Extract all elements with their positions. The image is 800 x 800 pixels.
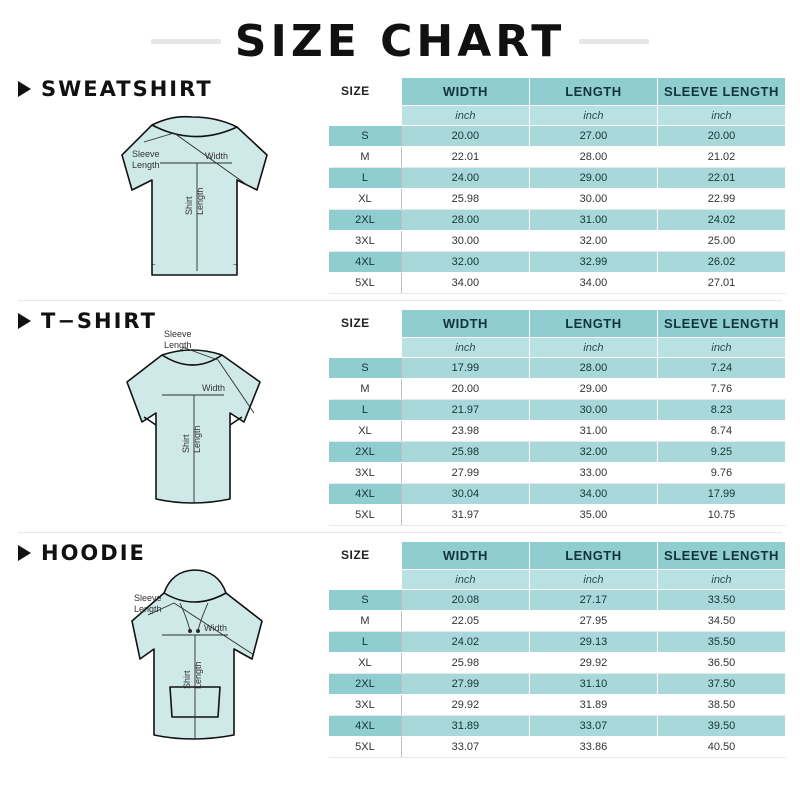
unit-width: inch <box>401 338 529 358</box>
cell-size: 2XL <box>329 210 401 231</box>
cell-sleeve: 8.74 <box>657 421 785 442</box>
col-header-width: WIDTH <box>401 542 529 570</box>
cell-sleeve: 35.50 <box>657 632 785 653</box>
cell-size: 4XL <box>329 252 401 273</box>
table-row <box>329 611 786 632</box>
unit-blank <box>329 570 401 590</box>
unit-length: inch <box>529 106 657 126</box>
cell-length: 32.99 <box>529 252 657 273</box>
sweatshirt-table-wrap <box>329 77 786 294</box>
sweatshirt-illustration-col <box>14 77 329 290</box>
table-row <box>329 168 786 189</box>
cell-length: 29.13 <box>529 632 657 653</box>
cell-width: 31.97 <box>401 505 529 526</box>
header-rule-left <box>151 39 221 44</box>
cell-length: 27.95 <box>529 611 657 632</box>
unit-sleeve: inch <box>657 338 785 358</box>
cell-size: L <box>329 400 401 421</box>
tshirt-size-table <box>329 309 786 526</box>
section-title-sweatshirt: SWEATSHIRT <box>41 77 213 101</box>
label-length-word: Length <box>164 340 192 350</box>
cell-width: 25.98 <box>401 653 529 674</box>
cell-size: XL <box>329 421 401 442</box>
cell-sleeve: 17.99 <box>657 484 785 505</box>
cell-size: 2XL <box>329 442 401 463</box>
cell-sleeve: 39.50 <box>657 716 785 737</box>
table-row <box>329 147 786 168</box>
cell-width: 20.00 <box>401 126 529 147</box>
label-shirt-word: Shirt <box>182 670 192 689</box>
cell-width: 27.99 <box>401 463 529 484</box>
cell-width: 27.99 <box>401 674 529 695</box>
label-width: Width <box>205 151 229 161</box>
cell-length: 33.07 <box>529 716 657 737</box>
table-row <box>329 716 786 737</box>
cell-length: 31.00 <box>529 210 657 231</box>
cell-length: 32.00 <box>529 442 657 463</box>
cell-sleeve: 10.75 <box>657 505 785 526</box>
table-row <box>329 674 786 695</box>
section-hoodie <box>0 541 800 759</box>
cell-size: S <box>329 590 401 611</box>
cell-size: M <box>329 147 401 168</box>
label-shirt-length-word: Length <box>195 187 205 215</box>
unit-blank <box>329 106 401 126</box>
cell-length: 33.00 <box>529 463 657 484</box>
cell-width: 28.00 <box>401 210 529 231</box>
table-unit-row <box>329 338 786 358</box>
label-sleeve-word: Sleeve <box>164 329 192 339</box>
cell-width: 33.07 <box>401 737 529 758</box>
cell-length: 30.00 <box>529 189 657 210</box>
cell-sleeve: 24.02 <box>657 210 785 231</box>
cell-length: 32.00 <box>529 231 657 252</box>
col-header-length: LENGTH <box>529 78 657 106</box>
table-row <box>329 379 786 400</box>
table-row <box>329 505 786 526</box>
table-row <box>329 463 786 484</box>
cell-sleeve: 7.24 <box>657 358 785 379</box>
unit-blank <box>329 338 401 358</box>
table-row <box>329 210 786 231</box>
cell-sleeve: 25.00 <box>657 231 785 252</box>
table-row <box>329 231 786 252</box>
label-length-word: Length <box>134 604 162 614</box>
section-tshirt <box>0 309 800 526</box>
cell-length: 30.00 <box>529 400 657 421</box>
hoodie-table-body <box>329 590 786 758</box>
cell-length: 34.00 <box>529 273 657 294</box>
cell-size: 4XL <box>329 484 401 505</box>
cell-width: 32.00 <box>401 252 529 273</box>
cell-sleeve: 36.50 <box>657 653 785 674</box>
cell-width: 31.89 <box>401 716 529 737</box>
triangle-bullet-icon <box>18 313 31 329</box>
cell-width: 22.01 <box>401 147 529 168</box>
cell-sleeve: 37.50 <box>657 674 785 695</box>
cell-length: 28.00 <box>529 147 657 168</box>
cell-size: 5XL <box>329 273 401 294</box>
cell-sleeve: 33.50 <box>657 590 785 611</box>
unit-length: inch <box>529 570 657 590</box>
cell-width: 30.04 <box>401 484 529 505</box>
table-row <box>329 632 786 653</box>
cell-width: 20.08 <box>401 590 529 611</box>
label-shirt-word: Shirt <box>184 196 194 215</box>
triangle-bullet-icon <box>18 81 31 97</box>
col-header-width: WIDTH <box>401 78 529 106</box>
header-rule-right <box>579 39 649 44</box>
table-row <box>329 442 786 463</box>
hoodie-diagram <box>22 559 329 759</box>
cell-size: S <box>329 358 401 379</box>
cell-size: M <box>329 611 401 632</box>
tshirt-table-body <box>329 358 786 526</box>
col-header-length: LENGTH <box>529 310 657 338</box>
cell-width: 24.00 <box>401 168 529 189</box>
page-header <box>0 0 800 77</box>
table-header-row <box>329 310 786 338</box>
section-divider-1 <box>18 300 782 301</box>
cell-length: 29.92 <box>529 653 657 674</box>
cell-width: 30.00 <box>401 231 529 252</box>
table-header-row <box>329 542 786 570</box>
sweatshirt-table-body <box>329 126 786 294</box>
col-header-size: SIZE <box>329 542 401 570</box>
cell-sleeve: 20.00 <box>657 126 785 147</box>
table-row <box>329 273 786 294</box>
label-sleeve-word: Sleeve <box>134 593 162 603</box>
cell-length: 35.00 <box>529 505 657 526</box>
cell-width: 29.92 <box>401 695 529 716</box>
tshirt-table-wrap <box>329 309 786 526</box>
table-row <box>329 126 786 147</box>
cell-size: 5XL <box>329 737 401 758</box>
cell-size: L <box>329 632 401 653</box>
label-sleeve-word: Sleeve <box>132 149 160 159</box>
cell-width: 25.98 <box>401 442 529 463</box>
cell-sleeve: 34.50 <box>657 611 785 632</box>
tshirt-illustration-col <box>14 309 329 522</box>
cell-length: 27.17 <box>529 590 657 611</box>
cell-width: 22.05 <box>401 611 529 632</box>
cell-size: L <box>329 168 401 189</box>
col-header-length: LENGTH <box>529 542 657 570</box>
cell-sleeve: 22.01 <box>657 168 785 189</box>
table-row <box>329 695 786 716</box>
section-divider-2 <box>18 532 782 533</box>
cell-sleeve: 38.50 <box>657 695 785 716</box>
unit-width: inch <box>401 106 529 126</box>
hoodie-illustration-col <box>14 541 329 759</box>
page-title: SIZE CHART <box>234 16 566 67</box>
cell-length: 31.89 <box>529 695 657 716</box>
cell-size: 3XL <box>329 695 401 716</box>
table-row <box>329 653 786 674</box>
cell-sleeve: 21.02 <box>657 147 785 168</box>
cell-size: 5XL <box>329 505 401 526</box>
cell-sleeve: 27.01 <box>657 273 785 294</box>
cell-length: 34.00 <box>529 484 657 505</box>
cell-size: XL <box>329 653 401 674</box>
unit-width: inch <box>401 570 529 590</box>
tshirt-diagram <box>22 327 329 522</box>
table-row <box>329 737 786 758</box>
table-row <box>329 358 786 379</box>
cell-sleeve: 7.76 <box>657 379 785 400</box>
cell-sleeve: 9.76 <box>657 463 785 484</box>
label-length-word: Length <box>132 160 160 170</box>
cell-width: 23.98 <box>401 421 529 442</box>
cell-width: 21.97 <box>401 400 529 421</box>
cell-width: 25.98 <box>401 189 529 210</box>
section-title-hoodie: HOODIE <box>41 541 146 565</box>
cell-size: 2XL <box>329 674 401 695</box>
table-row <box>329 400 786 421</box>
cell-length: 28.00 <box>529 358 657 379</box>
cell-width: 24.02 <box>401 632 529 653</box>
col-header-size: SIZE <box>329 78 401 106</box>
cell-length: 31.00 <box>529 421 657 442</box>
label-shirt-length-word: Length <box>192 425 202 453</box>
cell-width: 17.99 <box>401 358 529 379</box>
col-header-sleeve-length: SLEEVE LENGTH <box>657 542 785 570</box>
cell-size: S <box>329 126 401 147</box>
cell-sleeve: 40.50 <box>657 737 785 758</box>
table-unit-row <box>329 570 786 590</box>
label-shirt-length-word: Length <box>193 661 203 689</box>
unit-length: inch <box>529 338 657 358</box>
hoodie-table-wrap <box>329 541 786 758</box>
cell-length: 27.00 <box>529 126 657 147</box>
label-width: Width <box>202 383 226 393</box>
cell-length: 33.86 <box>529 737 657 758</box>
table-row <box>329 484 786 505</box>
cell-length: 31.10 <box>529 674 657 695</box>
table-row <box>329 189 786 210</box>
cell-sleeve: 9.25 <box>657 442 785 463</box>
col-header-size: SIZE <box>329 310 401 338</box>
hoodie-size-table <box>329 541 786 758</box>
cell-width: 20.00 <box>401 379 529 400</box>
cell-size: 4XL <box>329 716 401 737</box>
section-sweatshirt <box>0 77 800 294</box>
table-unit-row <box>329 106 786 126</box>
col-header-sleeve-length: SLEEVE LENGTH <box>657 310 785 338</box>
col-header-sleeve-length: SLEEVE LENGTH <box>657 78 785 106</box>
cell-sleeve: 26.02 <box>657 252 785 273</box>
table-row <box>329 252 786 273</box>
table-header-row <box>329 78 786 106</box>
section-title-tshirt: T−SHIRT <box>41 309 157 333</box>
table-row <box>329 421 786 442</box>
cell-width: 34.00 <box>401 273 529 294</box>
unit-sleeve: inch <box>657 106 785 126</box>
sweatshirt-size-table <box>329 77 786 294</box>
table-row <box>329 590 786 611</box>
triangle-bullet-icon <box>18 545 31 561</box>
label-width: Width <box>204 623 228 633</box>
cell-length: 29.00 <box>529 379 657 400</box>
cell-size: 3XL <box>329 463 401 484</box>
cell-size: XL <box>329 189 401 210</box>
label-shirt-word: Shirt <box>181 434 191 453</box>
cell-size: M <box>329 379 401 400</box>
cell-size: 3XL <box>329 231 401 252</box>
unit-sleeve: inch <box>657 570 785 590</box>
cell-sleeve: 8.23 <box>657 400 785 421</box>
sweatshirt-diagram <box>22 95 329 290</box>
cell-length: 29.00 <box>529 168 657 189</box>
cell-sleeve: 22.99 <box>657 189 785 210</box>
col-header-width: WIDTH <box>401 310 529 338</box>
